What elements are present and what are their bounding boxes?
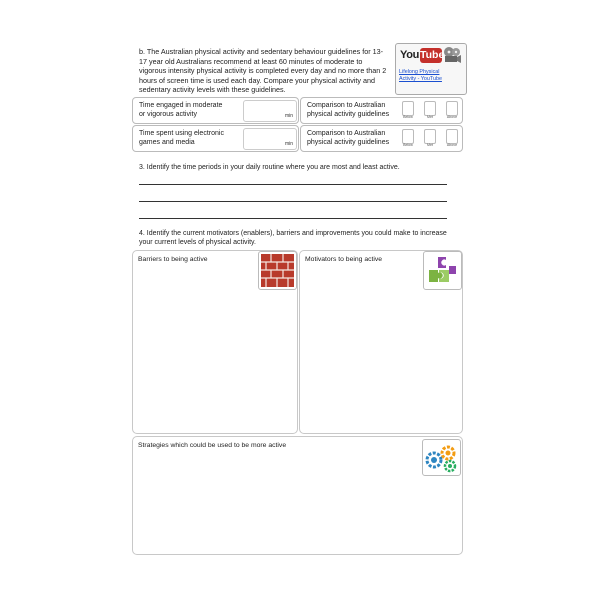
answer-line[interactable] bbox=[139, 184, 447, 185]
motivators-box[interactable] bbox=[299, 250, 463, 434]
below-checkbox[interactable] bbox=[402, 129, 414, 144]
youtube-video-link[interactable]: Lifelong Physical Activity - YouTube bbox=[399, 69, 442, 82]
strategies-title: Strategies which could be used to be more active bbox=[138, 442, 287, 449]
activity-time-label: Time engaged in moderate or vigorous activity bbox=[139, 102, 223, 118]
answer-line[interactable] bbox=[139, 201, 447, 202]
puzzle-pieces-icon bbox=[423, 251, 462, 290]
above-label: Above bbox=[446, 115, 458, 119]
barriers-box[interactable] bbox=[132, 250, 298, 434]
intro-line: vigorous intensity physical activity is completed every day and no more than 2 bbox=[139, 66, 387, 76]
above-label: Above bbox=[446, 143, 458, 147]
screen-comparison-label: Comparison to Australian physical activity guidelines bbox=[307, 130, 390, 146]
met-checkbox[interactable] bbox=[424, 129, 436, 144]
motivators-title: Motivators to being active bbox=[305, 256, 383, 263]
activity-comparison-label: Comparison to Australian physical activity guidelines bbox=[307, 102, 390, 118]
below-label: Below bbox=[403, 115, 413, 119]
above-checkbox[interactable] bbox=[446, 129, 458, 144]
gears-icon bbox=[422, 439, 461, 476]
activity-minutes-input[interactable]: min bbox=[243, 100, 297, 122]
screen-minutes-input[interactable]: min bbox=[243, 128, 297, 150]
intro-line: sedentary activity levels with these guidelines. bbox=[139, 85, 286, 95]
intro-line: hours of screen time is used each day. Compare your physical activity and bbox=[139, 75, 375, 85]
question-4: 4. Identify the current motivators (enablers), barriers and improvements you could make to increase your current levels of physical activity. bbox=[139, 230, 447, 246]
answer-line[interactable] bbox=[139, 218, 447, 219]
above-checkbox[interactable] bbox=[446, 101, 458, 116]
met-checkbox[interactable] bbox=[424, 101, 436, 116]
intro-line: b. The Australian physical activity and sedentary behaviour guidelines for 13- bbox=[139, 47, 383, 56]
activity-comparison-row bbox=[300, 97, 463, 124]
strategies-box[interactable] bbox=[132, 436, 463, 555]
met-label: Met bbox=[427, 115, 433, 119]
screen-comparison-row bbox=[300, 125, 463, 152]
brick-wall-icon bbox=[258, 251, 297, 290]
youtube-logo: You Tube bbox=[400, 49, 445, 61]
intro-line: 17 year old Australians recommend at least 60 minutes of moderate to bbox=[139, 56, 363, 66]
youtube-link-card[interactable] bbox=[395, 43, 467, 95]
below-label: Below bbox=[403, 143, 413, 147]
question-3: 3. Identify the time periods in your daily routine where you are most and least active. bbox=[139, 164, 400, 171]
film-reel-icon bbox=[442, 46, 462, 64]
guidelines-paragraph bbox=[139, 47, 389, 95]
below-checkbox[interactable] bbox=[402, 101, 414, 116]
barriers-title: Barriers to being active bbox=[138, 256, 208, 263]
met-label: Met bbox=[427, 143, 433, 147]
screen-time-label: Time spent using electronic games and media bbox=[139, 130, 224, 146]
screen-time-row bbox=[132, 125, 299, 152]
activity-time-row bbox=[132, 97, 299, 124]
